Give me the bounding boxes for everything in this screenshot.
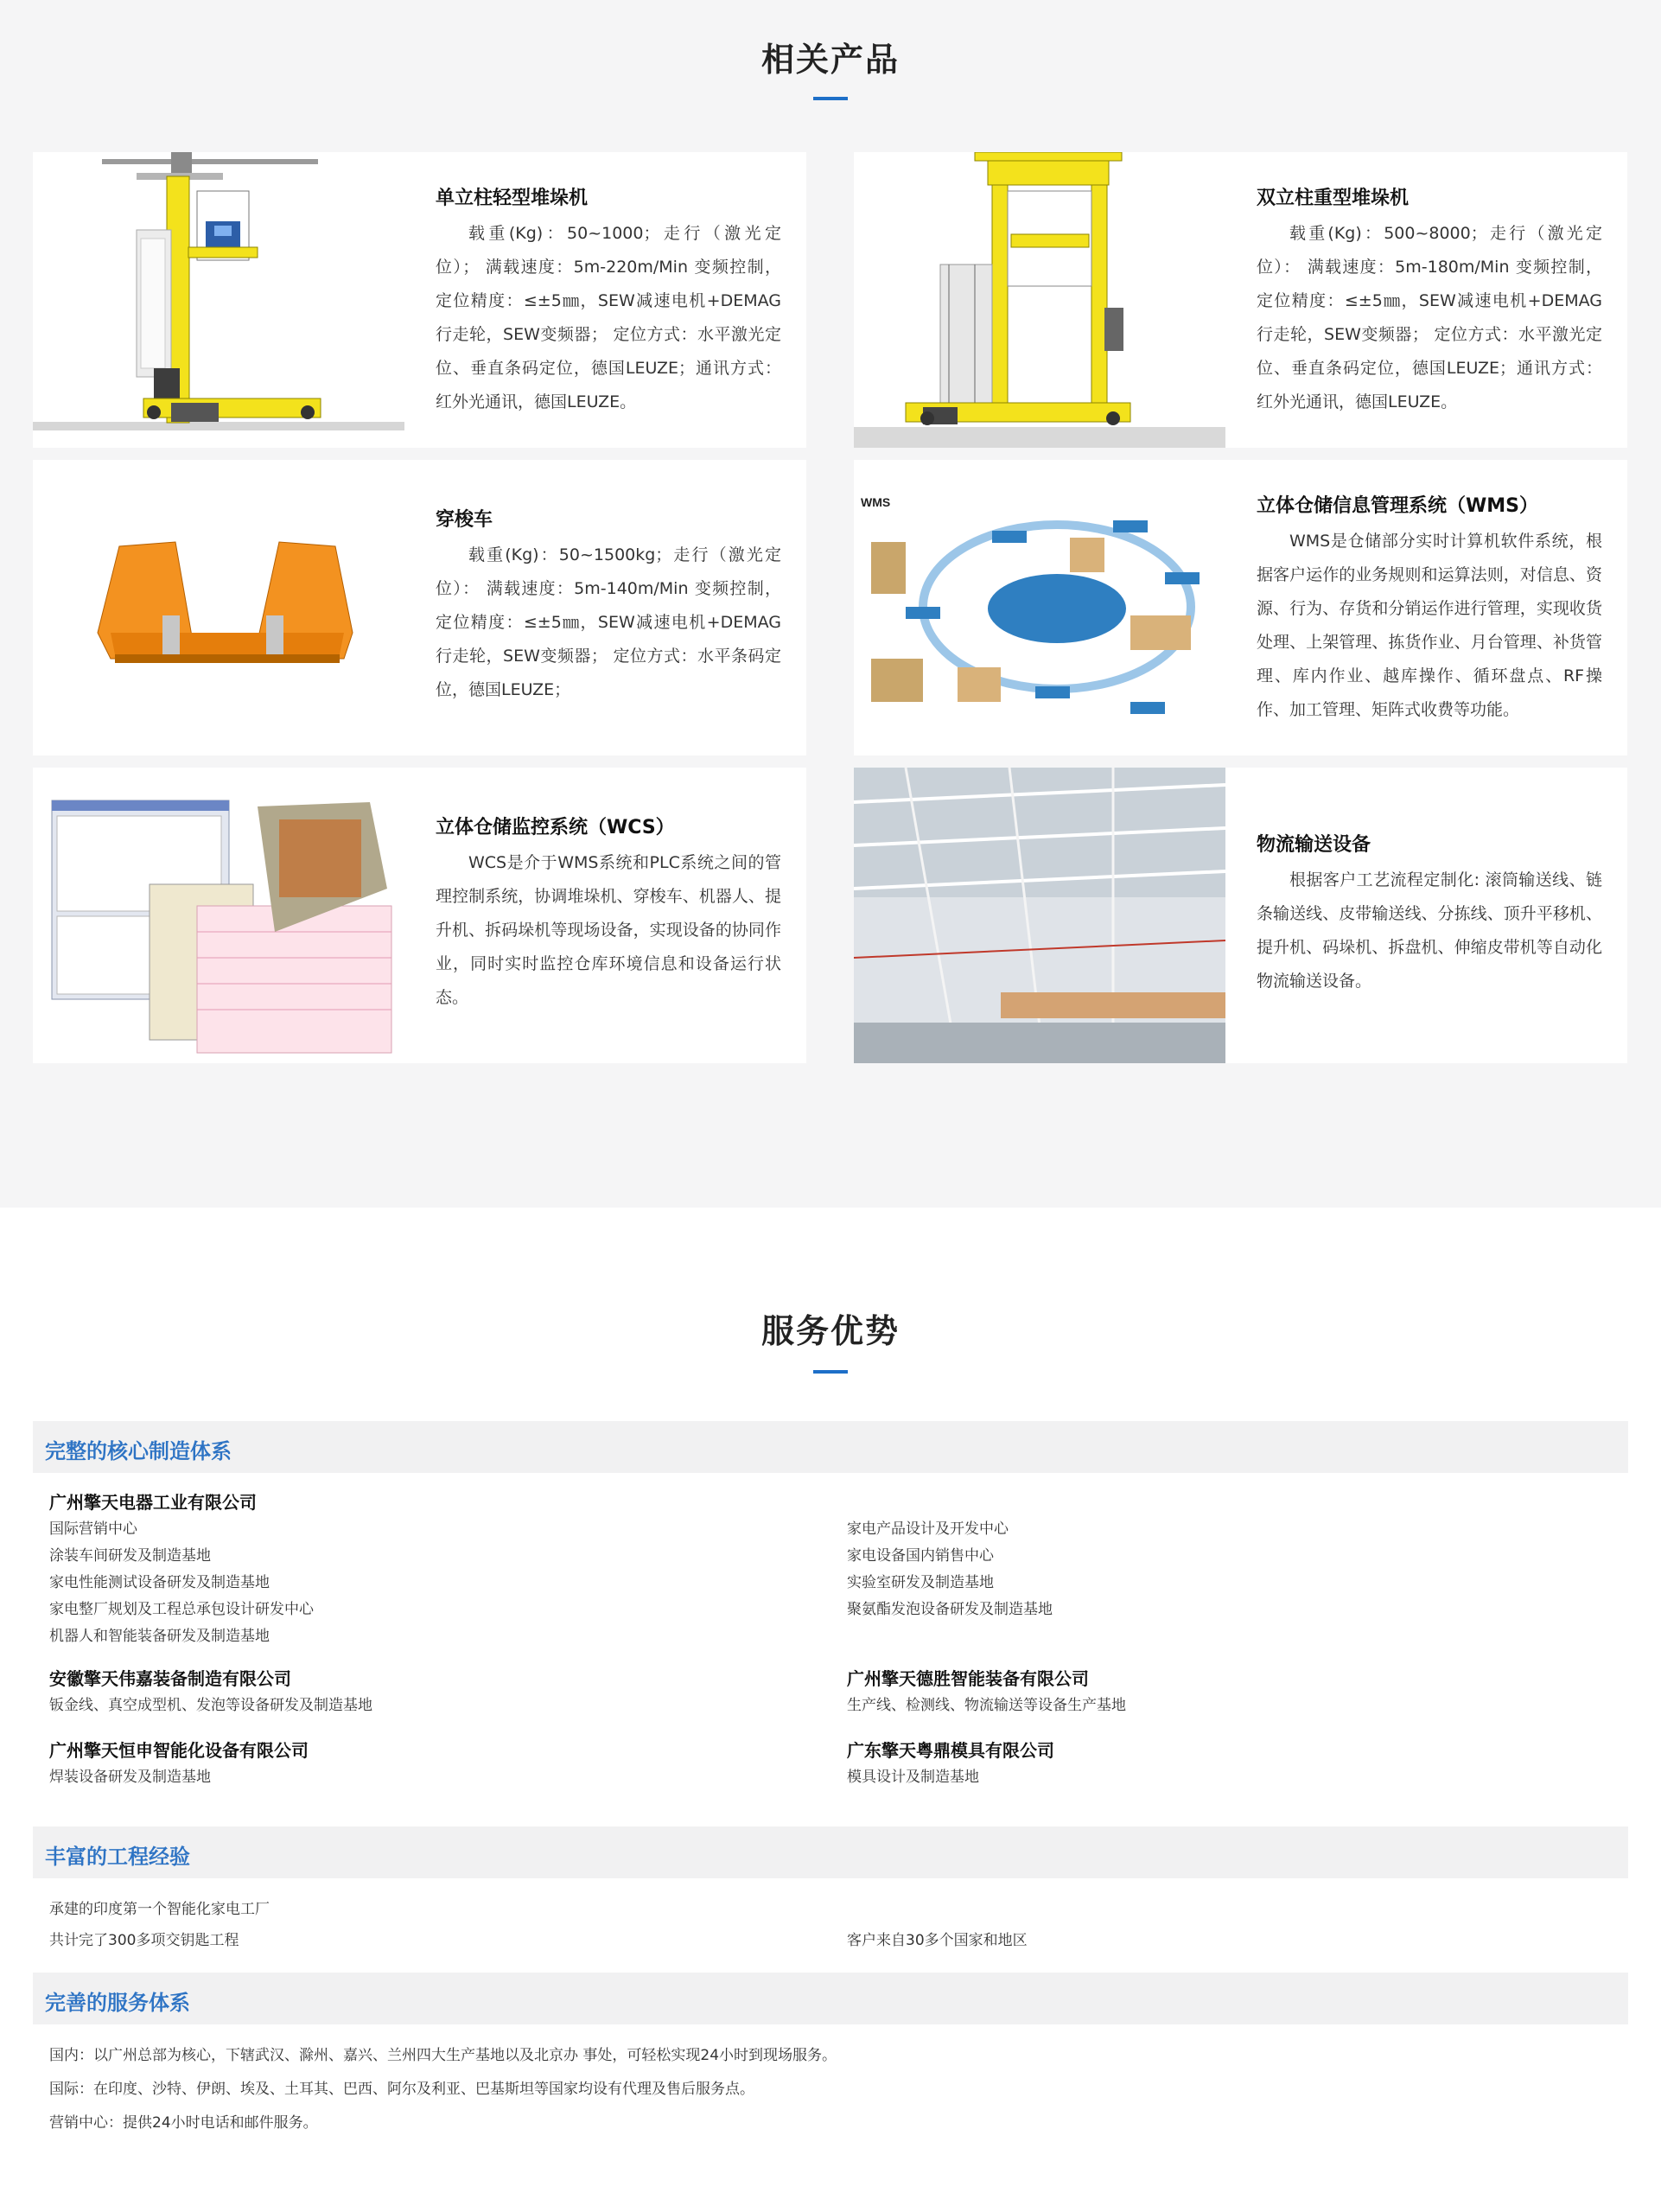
product-description: 根据客户工艺流程定制化: 滚筒输送线、链条输送线、皮带输送线、分拣线、顶升平移机、提升机、码垛机、拆盘机、伸缩皮带机等自动化物流输送设备。 (1257, 870, 1602, 991)
product-name: 双立柱重型堆垛机 (1257, 188, 1410, 209)
experience-line: 共计完了300多项交钥匙工程 (49, 1932, 239, 1949)
product-description: WMS是仓储部分实时计算机软件系统，根据客户运作的业务规则和运算法则，对信息、资源、行为、存货和分销运作进行管理，实现收货处理、上架管理、拣货作业、月台管理、补货管理、库内作业、越库操作、循环盘点、RF操作、加工管理、矩阵式收费等功能。 (1257, 532, 1602, 719)
engineering-experience-heading: 丰富的工程经验 (45, 1845, 190, 1869)
service-advantages-section (0, 1208, 1661, 2212)
service-line: 营销中心：提供24小时电话和邮件服务。 (49, 2114, 318, 2132)
company-item: 涂装车间研发及制造基地 (49, 1547, 211, 1565)
product-card-shuttle[interactable] (33, 460, 806, 755)
company-block-left-1 (49, 1489, 827, 1650)
product-description: 载重(Kg)：50~1000；走行（激光定位）； 满载速度：5m-220m/Min 变频控制，定位精度：≤±5㎜，SEW减速电机+DEMAG行走轮，SEW变频器； 定位方式：水平激光定位、垂直条码定位，德国LEUZE；通讯方式：红外光通讯，德国LEUZE。 (436, 224, 781, 411)
single-mast-stacker-image (33, 152, 404, 448)
product-name: 立体仓储信息管理系统（WMS） (1257, 495, 1539, 517)
wms-diagram-label: WMS (861, 495, 891, 509)
service-line: 国内：以广州总部为核心，下辖武汉、滁州、嘉兴、兰州四大生产基地以及北京办 事处，可轻松实现24小时到现场服务。 (49, 2047, 837, 2064)
product-card-wcs[interactable] (33, 768, 806, 1063)
title-underline (813, 1370, 848, 1374)
core-manufacturing-heading: 完整的核心制造体系 (45, 1439, 232, 1463)
product-description: 载重(Kg)：50~1500kg；走行（激光定位）： 满载速度：5m-140m/Min 变频控制，定位精度：≤±5㎜，SEW减速电机+DEMAG行走轮，SEW变频器； 定位方式：水平条码定位，德国LEUZE； (436, 545, 781, 699)
company-name: 广东擎天粤鼎模具有限公司 (847, 1740, 1054, 1761)
product-description: 载重(Kg)：500~8000；走行（激光定位）： 满载速度：5m-180m/Min 变频控制，定位精度：≤±5㎜，SEW减速电机+DEMAG行走轮，SEW变频器； 定位方式：水平激光定位、垂直条码定位，德国LEUZE；通讯方式：红外光通讯，德国LEUZE。 (1257, 224, 1602, 411)
double-mast-stacker-image (854, 152, 1225, 448)
company-item: 实验室研发及制造基地 (847, 1574, 994, 1591)
company-item: 家电产品设计及开发中心 (847, 1520, 1009, 1538)
engineering-experience-header (33, 1826, 1628, 1878)
company-block-left-3 (49, 1737, 827, 1791)
company-item: 机器人和智能装备研发及制造基地 (49, 1628, 270, 1645)
product-card-double-mast-stacker[interactable] (854, 152, 1627, 448)
service-line: 国际：在印度、沙特、伊朗、埃及、土耳其、巴西、阿尔及利亚、巴基斯坦等国家均设有代理及售后服务点。 (49, 2081, 754, 2098)
company-item: 家电设备国内销售中心 (847, 1547, 994, 1565)
company-item: 钣金线、真空成型机、发泡等设备研发及制造基地 (49, 1697, 372, 1714)
experience-line: 承建的印度第一个智能化家电工厂 (49, 1901, 270, 1918)
service-system-header (33, 1973, 1628, 2024)
conveyor-factory-image (854, 768, 1225, 1063)
company-block-right-3 (847, 1737, 1625, 1791)
company-item: 家电性能测试设备研发及制造基地 (49, 1574, 270, 1591)
company-item: 模具设计及制造基地 (847, 1769, 979, 1786)
wcs-screenshot-image (33, 768, 404, 1063)
service-advantages-title: 服务优势 (760, 1312, 900, 1350)
company-name: 广州擎天德胜智能装备有限公司 (847, 1668, 1089, 1689)
company-name: 安徽擎天伟嘉装备制造有限公司 (49, 1668, 291, 1689)
company-block-right-2 (847, 1666, 1625, 1719)
product-card-single-mast-stacker[interactable] (33, 152, 806, 448)
company-name: 广州擎天电器工业有限公司 (49, 1492, 257, 1513)
product-card-conveyor[interactable] (854, 768, 1627, 1063)
related-products-title: 相关产品 (760, 41, 900, 79)
company-block-left-2 (49, 1666, 827, 1719)
company-item: 国际营销中心 (49, 1520, 137, 1538)
product-name: 穿梭车 (436, 509, 493, 531)
company-item: 家电整厂规划及工程总承包设计研发中心 (49, 1601, 314, 1618)
company-block-right-1 (847, 1516, 1625, 1623)
product-card-wms[interactable] (854, 460, 1627, 755)
company-name: 广州擎天恒申智能化设备有限公司 (49, 1740, 309, 1761)
company-item: 生产线、检测线、物流输送等设备生产基地 (847, 1697, 1126, 1714)
company-item: 焊装设备研发及制造基地 (49, 1769, 211, 1786)
wms-diagram-image (854, 460, 1225, 755)
product-description: WCS是介于WMS系统和PLC系统之间的管理控制系统，协调堆垛机、穿梭车、机器人、提升机、拆码垛机等现场设备，实现设备的协同作业，同时实时监控仓库环境信息和设备运行状态。 (436, 853, 781, 1007)
shuttle-image (33, 460, 404, 755)
title-underline (813, 97, 848, 100)
product-name: 单立柱轻型堆垛机 (436, 188, 589, 209)
product-name: 物流输送设备 (1257, 834, 1371, 856)
experience-line: 客户来自30多个国家和地区 (847, 1932, 1028, 1949)
service-system-heading: 完善的服务体系 (45, 1991, 190, 2015)
product-name: 立体仓储监控系统（WCS） (436, 817, 675, 838)
core-manufacturing-header (33, 1421, 1628, 1473)
company-item: 聚氨酯发泡设备研发及制造基地 (847, 1601, 1053, 1618)
